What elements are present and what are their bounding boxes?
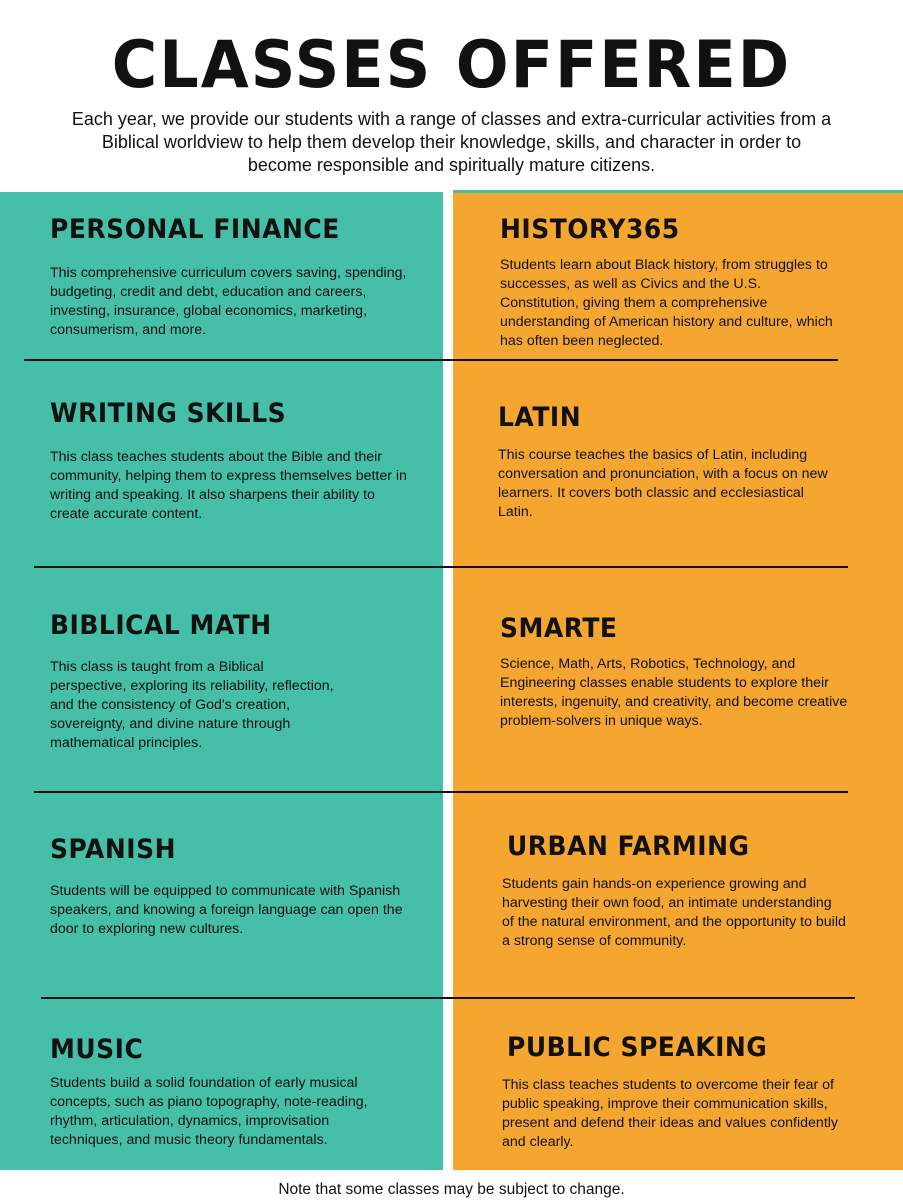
class-description: Students build a solid foundation of early musical concepts, such as piano topography, note-reading, rhythm, articulation, dynamics, improvisation techniques, and music theory fundamentals. [50,1075,368,1148]
divider [24,359,838,361]
class-heading: SPANISH [50,834,177,865]
class-description: This course teaches the basics of Latin, including conversation and pronunciation, with a focus on new learners. It covers both classic and ecclesiastical Latin. [498,447,828,520]
class-description: This class teaches students to overcome their fear of public speaking, improve their communication skills, present and defend their ideas and values confidently and clearly. [502,1077,839,1150]
class-heading: MUSIC [50,1034,144,1065]
class-heading: PERSONAL FINANCE [50,214,340,245]
class-public-speaking [502,1032,857,1152]
class-music [50,1034,395,1150]
class-heading: WRITING SKILLS [50,398,287,429]
class-history365 [500,214,840,351]
class-description: Students learn about Black history, from struggles to successes, as well as Civics and the U.S. Constitution, giving them a comprehensive understanding of American history and culture, which has often been neglected. [500,257,833,349]
page-title: CLASSES OFFERED [111,26,792,103]
class-description: This class is taught from a Biblical perspective, exploring its reliability, reflection, and the consistency of God's creation, sovereignty, and divine nature through mathematical principles. [50,659,334,751]
class-personal-finance [50,214,420,340]
class-heading: HISTORY365 [500,214,680,245]
class-latin [498,402,828,522]
class-description: Science, Math, Arts, Robotics, Technology, and Engineering classes enable students to explore their interests, ingenuity, and creativity, and become creative problem-solvers in unique ways. [500,656,848,729]
class-smarte [500,613,850,731]
class-description: Students gain hands-on experience growing and harvesting their own food, an intimate understanding of the natural environment, and the opportunity to build a strong sense of community. [502,876,846,949]
class-description: This class teaches students about the Bible and their community, helping them to express themselves better in writing and speaking. It also sharpens their ability to create accurate content. [50,449,407,522]
class-heading: PUBLIC SPEAKING [507,1032,768,1063]
class-heading: URBAN FARMING [507,831,750,862]
class-heading: BIBLICAL MATH [50,610,272,641]
class-writing-skills [50,398,412,524]
footer-note: Note that some classes may be subject to change. [278,1181,625,1198]
class-biblical-math [50,610,335,753]
divider [34,566,848,568]
top-accent-line [453,190,903,193]
class-spanish [50,834,425,939]
class-urban-farming [502,831,847,951]
divider [34,791,848,793]
class-heading: SMARTE [500,613,618,644]
class-description: Students will be equipped to communicate with Spanish speakers, and knowing a foreign language can open the door to exploring new cultures. [50,883,403,937]
divider [41,997,855,999]
intro-paragraph: Each year, we provide our students with a range of classes and extra-curricular activities from a Biblical worldview to help them develop their knowledge, skills, and character in order to become responsible and spiritually mature citizens. [71,109,832,175]
class-heading: LATIN [498,402,582,433]
class-description: This comprehensive curriculum covers saving, spending, budgeting, credit and debt, education and careers, investing, insurance, global economics, marketing, consumerism, and more. [50,265,407,338]
